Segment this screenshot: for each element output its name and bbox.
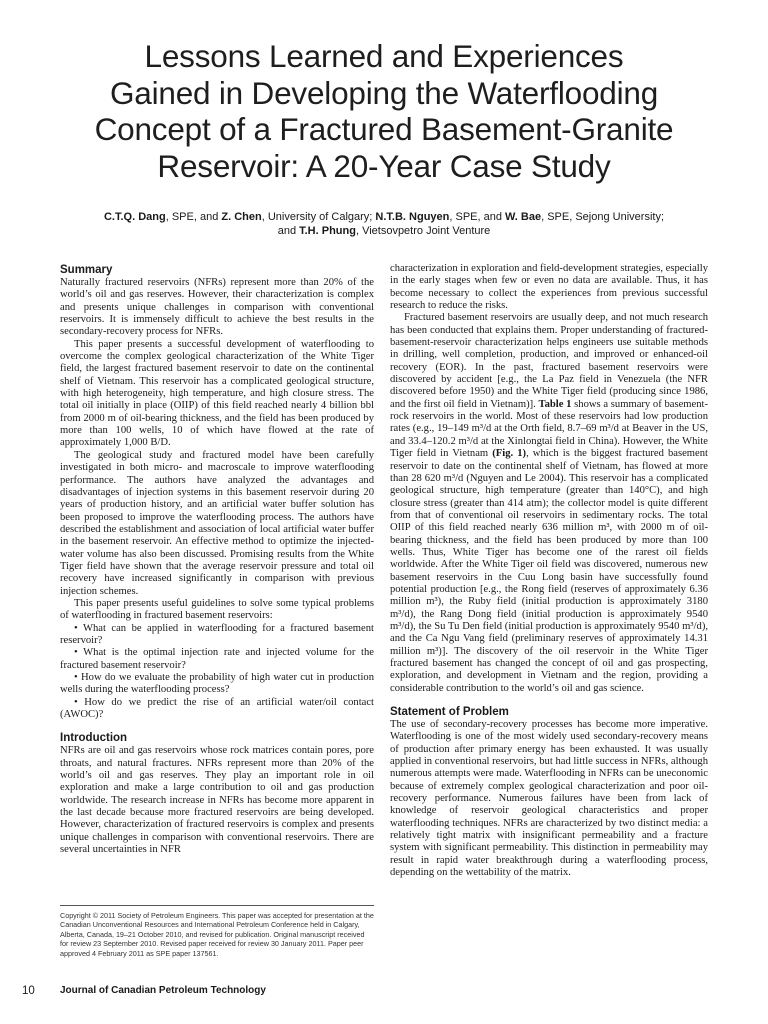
guideline-bullet: • What can be applied in waterflooding for a fractured basement reservoir? xyxy=(60,622,374,646)
journal-name: Journal of Canadian Petroleum Technology xyxy=(60,985,266,996)
page-number: 10 xyxy=(22,985,35,997)
table-reference: Table 1 xyxy=(538,398,572,410)
author-affiliation: , University of Calgary; xyxy=(261,211,376,223)
summary-paragraph: The geological study and fractured model have been carefully investigated in both micro- and macroscale to improve waterflooding performance. The authors have analyzed the advantages and disadvantages of injection systems in this basement reservoir during 20 years of production history, and an artificial water buffer solution has been proposed to improve the waterflooding process. The authors have described the establishment and association of local artificial water buffer in the basement reservoir. An effective method to optimize the injected-water volume has also been discussed. Promising results from the White Tiger field have shown that the average reservoir pressure and total oil recovery have increased significantly in comparison with previous injection schemes. xyxy=(60,449,374,597)
introduction-heading: Introduction xyxy=(60,732,128,745)
problem-heading: Statement of Problem xyxy=(390,706,509,719)
author-name: Z. Chen xyxy=(221,211,262,223)
author-list xyxy=(40,210,728,238)
body-text: shows a summary of basement-rock reservoirs in the world. Most of these reservoirs had low production rates (e.g., 19–149 m³/d at the Orth field, 8.7–69 m³/d at Beaver in the US, and 33.4–120.2 m³/d at the Xinlongtai field in China). However, the White Tiger field in Vietnam xyxy=(390,398,709,460)
section-spacer xyxy=(390,695,708,705)
author-name: W. Bae xyxy=(505,211,542,223)
author-affiliation: , SPE, and xyxy=(449,211,506,223)
summary-paragraph: Naturally fractured reservoirs (NFRs) represent more than 20% of the world’s oil and gas reserves. However, their characterization is complex and presents unique challenges in comparison with conventional reservoirs. It is immensely difficult to achieve the best results in the secondary-recovery process for NFRs. xyxy=(60,277,374,338)
body-text: Fractured basement reservoirs are usually deep, and not much research has been conducted that explains them. Proper understanding of fractured-basement-reservoir characterization helps engineers use suitable methods in drilling, well completion, production, and improved or enhanced-oil recovery (EOR). In the past, fractured basement reservoirs were discovered by accident [e.g., the La Paz field in Venezuela (the NFR discovered before 1950) and the White Tiger field (producing since 1986, and the first oil field in Vietnam)]. xyxy=(390,312,708,410)
summary-heading: Summary xyxy=(60,264,113,276)
author-affiliation: , Vietsovpetro Joint Venture xyxy=(355,225,491,237)
title-line: Concept of a Fractured Basement-Granite xyxy=(94,111,674,147)
summary-paragraph: This paper presents a successful development of waterflooding to overcome the complex geological characterization of the White Tiger field, the largest fractured basement reservoir to date on the continental shelf of Vietnam. This reservoir has a complicated geological structure, with high heterogeneity, high temperature, and high closure stress. The total oil initially in place (OIIP) of this field reached nearly 4 billion bbl from 2000 m of oil-bearing thickness, and the field has been produced by more than 100 wells, 10 of which have flowed at the rate of approximately 1,000 B/D. xyxy=(60,338,374,449)
body-paragraph: characterization in exploration and field-development strategies, especially in the early stages when few or even no data are available. Thus, it has become necessary to collect the experiences from previous successful research to reduce the risks. xyxy=(390,263,708,312)
title-line: Reservoir: A 20-Year Case Study xyxy=(157,147,611,184)
right-column xyxy=(390,263,708,880)
body-paragraph xyxy=(390,312,708,695)
author-name: N.T.B. Nguyen xyxy=(375,211,450,223)
section-spacer xyxy=(60,721,374,731)
body-text: , which is the biggest fractured basement reservoir to date on the continental shelf of Vietnam, has flowed at more than 28 620 m³/d (Nguyen and Le 2004). This reservoir has a complicated geological structure, high temperature (greater than 140°C), and high closure stress (greater than 414 atm); the collector model is quite different from that of conventional oil reservoirs in sedimentary rocks. The total OIIP of this field reached nearly 636 million m³, with 2000 m of oil-bearing thickness, and the field has been produced by more than 100 wells. Thus, White Tiger has become one of the rarest oil fields worldwide. After the White Tiger oil field was discovered, numerous new basement reservoirs in the Cuu Long basin have successfully found potential production [e.g., the Rong field (reserves of approximately 6.36 million m³), the Ruby field (initial production is approximately 3180 m³/d), the Rang Dong field (initial production is approximately 9540 m³/d), the Su Tu Den field (initial production is approximately 9540 m³/d), and the Ca Ngu Vang field (preliminary reserves of approximately 14.31 million m³)]. The discovery of the oil reservoir in the White Tiger fractured basement has changed the concept of oil and gas prospecting, exploration, and development in Vietnam and the region, providing a considerable contribution to the world’s oil and gas science. xyxy=(390,448,708,694)
author-affiliation: , SPE, Sejong University; xyxy=(541,211,664,223)
guideline-bullet: • How do we predict the rise of an artificial water/oil contact (AWOC)? xyxy=(60,696,374,721)
summary-paragraph: This paper presents useful guidelines to solve some typical problems of waterflooding in fractured basement reservoirs: xyxy=(60,597,374,622)
left-column xyxy=(60,263,374,856)
author-affiliation: , SPE, and xyxy=(165,211,222,223)
figure-reference: (Fig. 1) xyxy=(492,448,527,460)
author-line-2 xyxy=(40,224,728,238)
author-name: C.T.Q. Dang xyxy=(103,211,166,223)
guideline-bullet: • How do we evaluate the probability of high water cut in production wells during the waterflooding process? xyxy=(60,672,374,696)
body-paragraph: The use of secondary-recovery processes has become more imperative. Waterflooding is one of the most widely used secondary-recovery means of production after primary energy has been exhausted. It was usually applied in conventional reservoirs, but had little success in NFRs, although numerous attempts were made. Waterflooding in NFRs can be uneconomic because of extremely complex geological characterization and poor oil-recovery performance. Numerous failures have been from lack of knowledge of reservoir geological characteristics and proper waterflooding techniques. NFRs are characterized by two distinct media: a relatively tight matrix with insignificant permeability and a fracture system with significant permeability. This distinction in permeability may result in rapid water breakthrough during a waterflooding process, depending on the wettability of the matrix. xyxy=(390,719,708,879)
introduction-paragraph: NFRs are oil and gas reservoirs whose rock matrices contain pores, pore throats, and natural fractures. NFRs represent more than 20% of the world’s oil and gas reserves. They play an important role in oil exploration and make a large contribution to oil and gas production worldwide. The research increase in NFRs has become more apparent in the last decade because more fractured reservoirs are being developed. However, characterization of fractured reservoirs is complex and presents unique challenges in comparison with conventional reservoirs. There are several uncertainties in NFR xyxy=(60,745,374,856)
author-conjunction: and xyxy=(277,225,300,237)
author-line-1 xyxy=(40,210,728,224)
author-name: T.H. Phung xyxy=(299,225,356,237)
title-line: Lessons Learned and Experiences xyxy=(144,38,624,74)
guideline-bullet: • What is the optimal injection rate and injected volume for the fractured basement reservoir? xyxy=(60,647,374,671)
copyright-notice: Copyright © 2011 Society of Petroleum Engineers. This paper was accepted for presentation at the Canadian Unconventional Resources and International Petroleum Conference held in Calgary, Alberta, Canada, 19–21 October 2010, and revised for publication. Original manuscript received for review 23 September 2010. Revised paper received for review 30 January 2011. Paper peer approved 4 February 2011 as SPE paper 137561. xyxy=(60,911,374,958)
title-line: Gained in Developing the Waterflooding xyxy=(109,74,659,111)
footnote-divider xyxy=(60,905,374,906)
paper-title xyxy=(60,38,708,184)
